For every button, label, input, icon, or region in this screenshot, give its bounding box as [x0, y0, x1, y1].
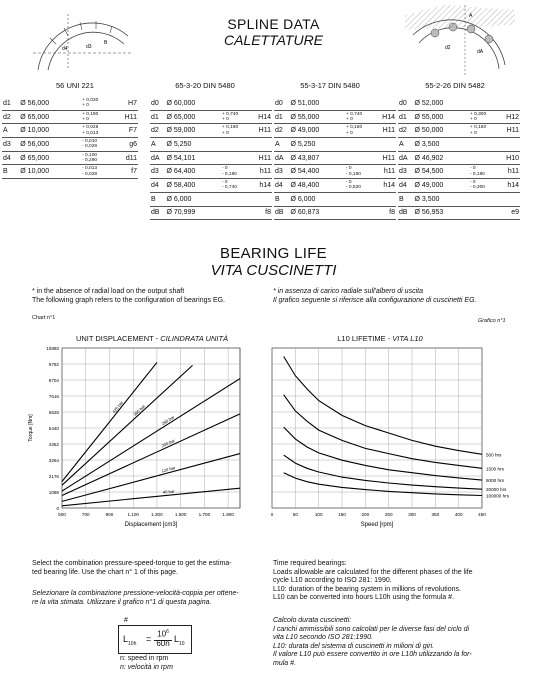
spline-tolerance: - 0 - 0,190 — [345, 165, 378, 179]
spline-tolerance — [221, 192, 254, 206]
series-line — [284, 357, 482, 455]
spline-param: dA — [274, 151, 290, 165]
spline-row — [274, 179, 396, 193]
spline-fit-class — [502, 138, 520, 152]
spline-value: Ø 5,250 — [166, 138, 221, 152]
series-line — [62, 379, 240, 492]
spline-tolerance — [345, 97, 378, 110]
spline-row — [274, 138, 396, 152]
spline-row — [398, 138, 520, 152]
spline-row — [398, 179, 520, 193]
series-line — [284, 455, 482, 489]
select-instructions-en: Select the combination pressure-speed-torque to get the estima- ted bearing life. Use the chart n° 1 of this page. — [32, 560, 232, 576]
spline-param: d3 — [2, 138, 19, 152]
spline-param: dB — [274, 206, 290, 220]
y-tick-label: 7616 — [48, 394, 59, 399]
spline-row — [150, 110, 272, 124]
spline-tolerance: - 0 - 0,300 — [469, 179, 502, 193]
spline-row — [150, 206, 272, 220]
spline-param: A — [150, 138, 166, 152]
spline-value: Ø 54,101 — [166, 151, 221, 165]
spline-row — [2, 97, 138, 110]
svg-text:d4: d4 — [62, 46, 68, 52]
spline-value: Ø 3,500 — [414, 138, 469, 152]
spline-tolerance: - 0 - 0,190 — [221, 165, 254, 179]
spline-tolerance: + 0,028 + 0,013 — [81, 124, 118, 138]
spline-param: dA — [398, 151, 414, 165]
spline-fit-class: H11 — [502, 124, 520, 138]
series-label: 5000 hrs — [486, 478, 504, 484]
spline-param: d0 — [398, 97, 414, 110]
y-tick-label: 1088 — [48, 490, 59, 495]
spline-value: Ø 10,000 — [19, 165, 81, 179]
series-label: 20000 hrs — [486, 487, 507, 493]
spline-value: Ø 60,873 — [290, 206, 345, 220]
bearing-time-en: Time required bearings: Loads allowable are calculated for the different phases of the life cycle L10 according to ISO 281: 1990. L10: duration of the bearing system in millions of revolutions. L10 can be converted into hours L10h using the formula #. — [273, 560, 473, 602]
spline-tolerance — [469, 97, 502, 110]
spline-tolerance: + 0,030 + 0 — [81, 97, 118, 110]
spline-value: Ø 65,000 — [19, 151, 81, 165]
spline-fit-class: f7 — [118, 165, 138, 179]
spline-tolerance: + 0,160 + 0 — [345, 124, 378, 138]
formula-legend-en: n: speed in rpm — [120, 655, 169, 662]
spline-fit-class — [378, 138, 396, 152]
l10-lifetime-chart — [262, 340, 532, 555]
spline-fit-class: g6 — [118, 138, 138, 152]
series-label: 360 bar — [132, 403, 147, 417]
spline-fit-class: H11 — [378, 151, 396, 165]
spline-fit-class — [254, 192, 272, 206]
spline-row — [2, 165, 138, 179]
bearing-note-it: * in assenza di carico radiale sull'albero di uscita Il grafico seguente si riferisce alla configurazione di cuscinetti EG. — [273, 288, 477, 304]
y-tick-label: 9792 — [48, 362, 59, 367]
y-tick-label: 5440 — [48, 426, 59, 431]
spline-row — [150, 138, 272, 152]
spline-value: Ø 56,000 — [19, 138, 81, 152]
series-line — [284, 427, 482, 480]
spline-tolerance — [469, 138, 502, 152]
spline-row — [150, 192, 272, 206]
spline-drawing-right — [405, 5, 515, 75]
spline-row — [274, 206, 396, 220]
x-axis-label: Displacement [cm3] — [124, 522, 178, 528]
spline-fit-class: d11 — [118, 151, 138, 165]
spline-value: Ø 65,000 — [166, 110, 221, 124]
spline-fit-class: H11 — [118, 110, 138, 124]
y-tick-label: 2176 — [48, 474, 59, 479]
spline-col-header-2: 65-3-20 DIN 5480 — [175, 81, 235, 90]
chart2-title: L10 LIFETIME - VITA L10 — [337, 334, 423, 343]
spline-fit-class: F7 — [118, 124, 138, 138]
spline-fit-class: h14 — [502, 179, 520, 193]
spline-table-55-3-17 — [274, 97, 396, 220]
spline-row — [274, 165, 396, 179]
y-tick-label: 0 — [56, 506, 59, 511]
spline-row — [274, 192, 396, 206]
x-tick-label: 100 — [314, 512, 323, 517]
spline-fit-class — [254, 138, 272, 152]
spline-tolerance: + 0,300 + 0 — [469, 110, 502, 124]
spline-row — [150, 151, 272, 165]
spline-value: Ø 43,807 — [290, 151, 345, 165]
unit-displacement-chart — [20, 340, 255, 555]
spline-fit-class: H14 — [254, 110, 272, 124]
spline-fit-class — [378, 97, 396, 110]
spline-value: Ø 46,902 — [414, 151, 469, 165]
svg-text:d2: d2 — [445, 45, 451, 51]
svg-text:A: A — [469, 13, 473, 19]
x-tick-label: 450 — [478, 512, 486, 517]
spline-value: Ø 6,000 — [166, 192, 221, 206]
spline-param: dB — [150, 206, 166, 220]
spline-row — [150, 97, 272, 110]
spline-param: B — [150, 192, 166, 206]
spline-row — [150, 179, 272, 193]
spline-tolerance: - 0,013 - 0,028 — [81, 165, 118, 179]
spline-fit-class: H11 — [378, 124, 396, 138]
x-tick-label: 1.700 — [198, 512, 211, 517]
spline-drawing-left — [28, 8, 138, 78]
spline-tolerance: - 0,010 - 0,029 — [81, 138, 118, 152]
spline-param: d0 — [150, 97, 166, 110]
spline-param: B — [274, 192, 290, 206]
x-tick-label: 0 — [270, 512, 274, 517]
x-tick-label: 1.100 — [127, 512, 139, 517]
spline-value: Ø 64,400 — [166, 165, 221, 179]
spline-fit-class — [502, 97, 520, 110]
chart-label-right: Grafico n°1 — [478, 318, 506, 324]
spline-title: SPLINE DATA CALETTATURE — [223, 16, 324, 48]
x-tick-label: 700 — [81, 512, 90, 517]
spline-param: d1 — [2, 97, 19, 110]
spline-fit-class: H7 — [118, 97, 138, 110]
spline-param: d1 — [398, 110, 414, 124]
spline-param: d3 — [150, 165, 166, 179]
series-label: 200 bar — [160, 437, 176, 449]
spline-tolerance — [469, 192, 502, 206]
spline-fit-class: h14 — [378, 179, 396, 193]
spline-value: Ø 52,000 — [414, 97, 469, 110]
spline-value: Ø 50,000 — [414, 124, 469, 138]
spline-value: Ø 54,400 — [290, 165, 345, 179]
spline-param: d2 — [150, 124, 166, 138]
series-label: 1500 hrs — [486, 466, 504, 472]
spline-row — [274, 97, 396, 110]
spline-row — [274, 124, 396, 138]
x-tick-label: 400 — [454, 512, 463, 517]
spline-row — [398, 206, 520, 220]
spline-col-header-3: 55-3-17 DIN 5480 — [300, 81, 360, 90]
spline-tolerance: - 0 - 0,190 — [469, 165, 502, 179]
spline-table-55-2-26 — [398, 97, 520, 220]
y-tick-label: 6528 — [48, 410, 59, 415]
svg-text:dA: dA — [477, 49, 484, 55]
spline-fit-class: H11 — [254, 151, 272, 165]
spline-tolerance: + 0,190 + 0 — [81, 110, 118, 124]
spline-row — [398, 124, 520, 138]
spline-tolerance — [221, 151, 254, 165]
spline-row — [2, 138, 138, 152]
spline-fit-class: h11 — [378, 165, 396, 179]
spline-value: Ø 55,000 — [414, 110, 469, 124]
x-tick-label: 50 — [292, 512, 298, 517]
spline-value: Ø 51,000 — [290, 97, 345, 110]
spline-value: Ø 54,500 — [414, 165, 469, 179]
x-tick-label: 1.300 — [151, 512, 163, 517]
spline-fit-class — [378, 192, 396, 206]
spline-row — [274, 110, 396, 124]
spline-fit-class: h11 — [502, 165, 520, 179]
series-label: 425 bar — [111, 400, 125, 415]
spline-fit-class: H10 — [502, 151, 520, 165]
spline-param: dA — [150, 151, 166, 165]
spline-tolerance — [345, 138, 378, 152]
series-line — [62, 414, 240, 496]
spline-value: Ø 49,000 — [290, 124, 345, 138]
spline-row — [398, 151, 520, 165]
spline-fit-class: h11 — [254, 165, 272, 179]
spline-fit-class: f8 — [378, 206, 396, 220]
spline-tolerance: + 0,740 + 0 — [221, 110, 254, 124]
spline-value: Ø 10,000 — [19, 124, 81, 138]
spline-value: Ø 3,500 — [414, 192, 469, 206]
y-tick-label: 3264 — [48, 458, 59, 463]
formula-legend-it: n: velocità in rpm — [120, 664, 173, 671]
spline-param: A — [274, 138, 290, 152]
spline-tolerance — [221, 206, 254, 220]
spline-row — [398, 110, 520, 124]
bearing-time-it: Calcolo durata cuscinetti: I carichi ammissibili sono calcolati per le diverse fasi del ciclo di vita L10 secondo ISO 281:1990. L10: durata del sistema di cuscinetti in milioni di giri. Il valore L10 può essere convertito in ore L10h utilizzando la for- mula #. — [273, 617, 472, 667]
spline-row — [150, 165, 272, 179]
spline-row — [398, 97, 520, 110]
y-tick-label: 10880 — [46, 346, 59, 351]
spline-tolerance — [345, 192, 378, 206]
series-label: 500 hrs — [486, 452, 502, 458]
spline-value: Ø 60,000 — [166, 97, 221, 110]
series-line — [62, 488, 240, 506]
spline-value: Ø 56,953 — [414, 206, 469, 220]
spline-param: dB — [398, 206, 414, 220]
spline-value: Ø 58,400 — [166, 179, 221, 193]
spline-table-65-3-20 — [150, 97, 272, 220]
spline-param: d4 — [150, 179, 166, 193]
spline-fit-class: h14 — [254, 179, 272, 193]
bearing-note-en: * in the absence of radial load on the output shaft The following graph refers to the configuration of bearings EG. — [32, 288, 225, 304]
spline-value: Ø 48,400 — [290, 179, 345, 193]
spline-param: B — [398, 192, 414, 206]
spline-tolerance: + 0,740 + 0 — [345, 110, 378, 124]
spline-param: d4 — [398, 179, 414, 193]
spline-col-header-4: 55-2-26 DIN 5482 — [425, 81, 485, 90]
spline-value: Ø 70,999 — [166, 206, 221, 220]
bearing-title: BEARING LIFE VITA CUSCINETTI — [210, 245, 337, 279]
spline-fit-class — [254, 97, 272, 110]
spline-tolerance: + 0,190 + 0 — [221, 124, 254, 138]
spline-row — [274, 151, 396, 165]
spline-param: d0 — [274, 97, 290, 110]
spline-fit-class: H11 — [254, 124, 272, 138]
spline-value: Ø 5,250 — [290, 138, 345, 152]
svg-text:B: B — [104, 40, 108, 46]
x-tick-label: 900 — [105, 512, 114, 517]
spline-tolerance — [469, 151, 502, 165]
spline-tolerance — [345, 151, 378, 165]
spline-fit-class — [502, 192, 520, 206]
spline-value: Ø 56,000 — [19, 97, 81, 110]
spline-row — [2, 151, 138, 165]
series-label: 40 bar — [162, 488, 175, 495]
spline-param: d1 — [150, 110, 166, 124]
spline-table-uni221 — [2, 97, 138, 179]
x-axis-label: Speed [rpm] — [360, 522, 394, 528]
spline-value: Ø 59,000 — [166, 124, 221, 138]
svg-text:d3: d3 — [86, 44, 92, 50]
spline-tolerance: + 0,160 + 0 — [469, 124, 502, 138]
spline-row — [398, 165, 520, 179]
x-tick-label: 250 — [384, 512, 393, 517]
x-tick-label: 350 — [431, 512, 440, 517]
spline-row — [398, 192, 520, 206]
y-tick-label: 8704 — [48, 378, 59, 383]
spline-param: A — [2, 124, 19, 138]
spline-param: A — [398, 138, 414, 152]
spline-param: d3 — [274, 165, 290, 179]
spline-param: d4 — [274, 179, 290, 193]
formula-box: $L_{10h}$ = $10^6$ 60n $L_{10}$ — [118, 625, 192, 654]
spline-param: d3 — [398, 165, 414, 179]
spline-tolerance: - 0,100 - 0,290 — [81, 151, 118, 165]
spline-row — [150, 124, 272, 138]
spline-param: d1 — [274, 110, 290, 124]
spline-fit-class: e9 — [502, 206, 520, 220]
spline-tolerance — [345, 206, 378, 220]
x-tick-label: 200 — [361, 512, 370, 517]
chart-label-left: Chart n°1 — [32, 315, 56, 321]
series-label: 120 bar — [160, 465, 176, 474]
spline-row — [2, 110, 138, 124]
series-label: 100000 hrs — [486, 493, 509, 499]
x-tick-label: 1.500 — [174, 512, 187, 517]
spline-row — [2, 124, 138, 138]
spline-param: d2 — [398, 124, 414, 138]
x-tick-label: 1.900 — [222, 512, 234, 517]
spline-param: d2 — [274, 124, 290, 138]
spline-tolerance: - 0 - 0,740 — [221, 179, 254, 193]
spline-param: B — [2, 165, 19, 179]
y-tick-label: 4352 — [48, 442, 59, 447]
spline-fit-class: H14 — [378, 110, 396, 124]
series-label: 280 bar — [160, 414, 176, 427]
spline-tolerance: - 0 - 0,620 — [345, 179, 378, 193]
x-tick-label: 300 — [408, 512, 416, 517]
spline-tolerance — [221, 138, 254, 152]
spline-value: Ø 6,000 — [290, 192, 345, 206]
spline-value: Ø 65,000 — [19, 110, 81, 124]
spline-param: d4 — [2, 151, 19, 165]
spline-param: d2 — [2, 110, 19, 124]
x-tick-label: 500 — [58, 512, 66, 517]
y-axis-label: Torque [Nm] — [28, 414, 34, 442]
spline-tolerance — [469, 206, 502, 220]
x-tick-label: 150 — [338, 512, 346, 517]
spline-value: Ø 49,000 — [414, 179, 469, 193]
formula-mark: # — [124, 617, 128, 624]
spline-value: Ø 55,000 — [290, 110, 345, 124]
chart1-title: UNIT DISPLACEMENT - CILINDRATA UNITÀ — [75, 334, 229, 343]
select-instructions-it: Selezionare la combinazione pressione-velocità-coppia per ottene- re la vita stimata. Utilizzare il grafico n°1 di questa pagina. — [32, 590, 239, 606]
spline-fit-class: f8 — [254, 206, 272, 220]
spline-tolerance — [221, 97, 254, 110]
spline-col-header-1: 56 UNI 221 — [56, 81, 94, 90]
spline-fit-class: H12 — [502, 110, 520, 124]
